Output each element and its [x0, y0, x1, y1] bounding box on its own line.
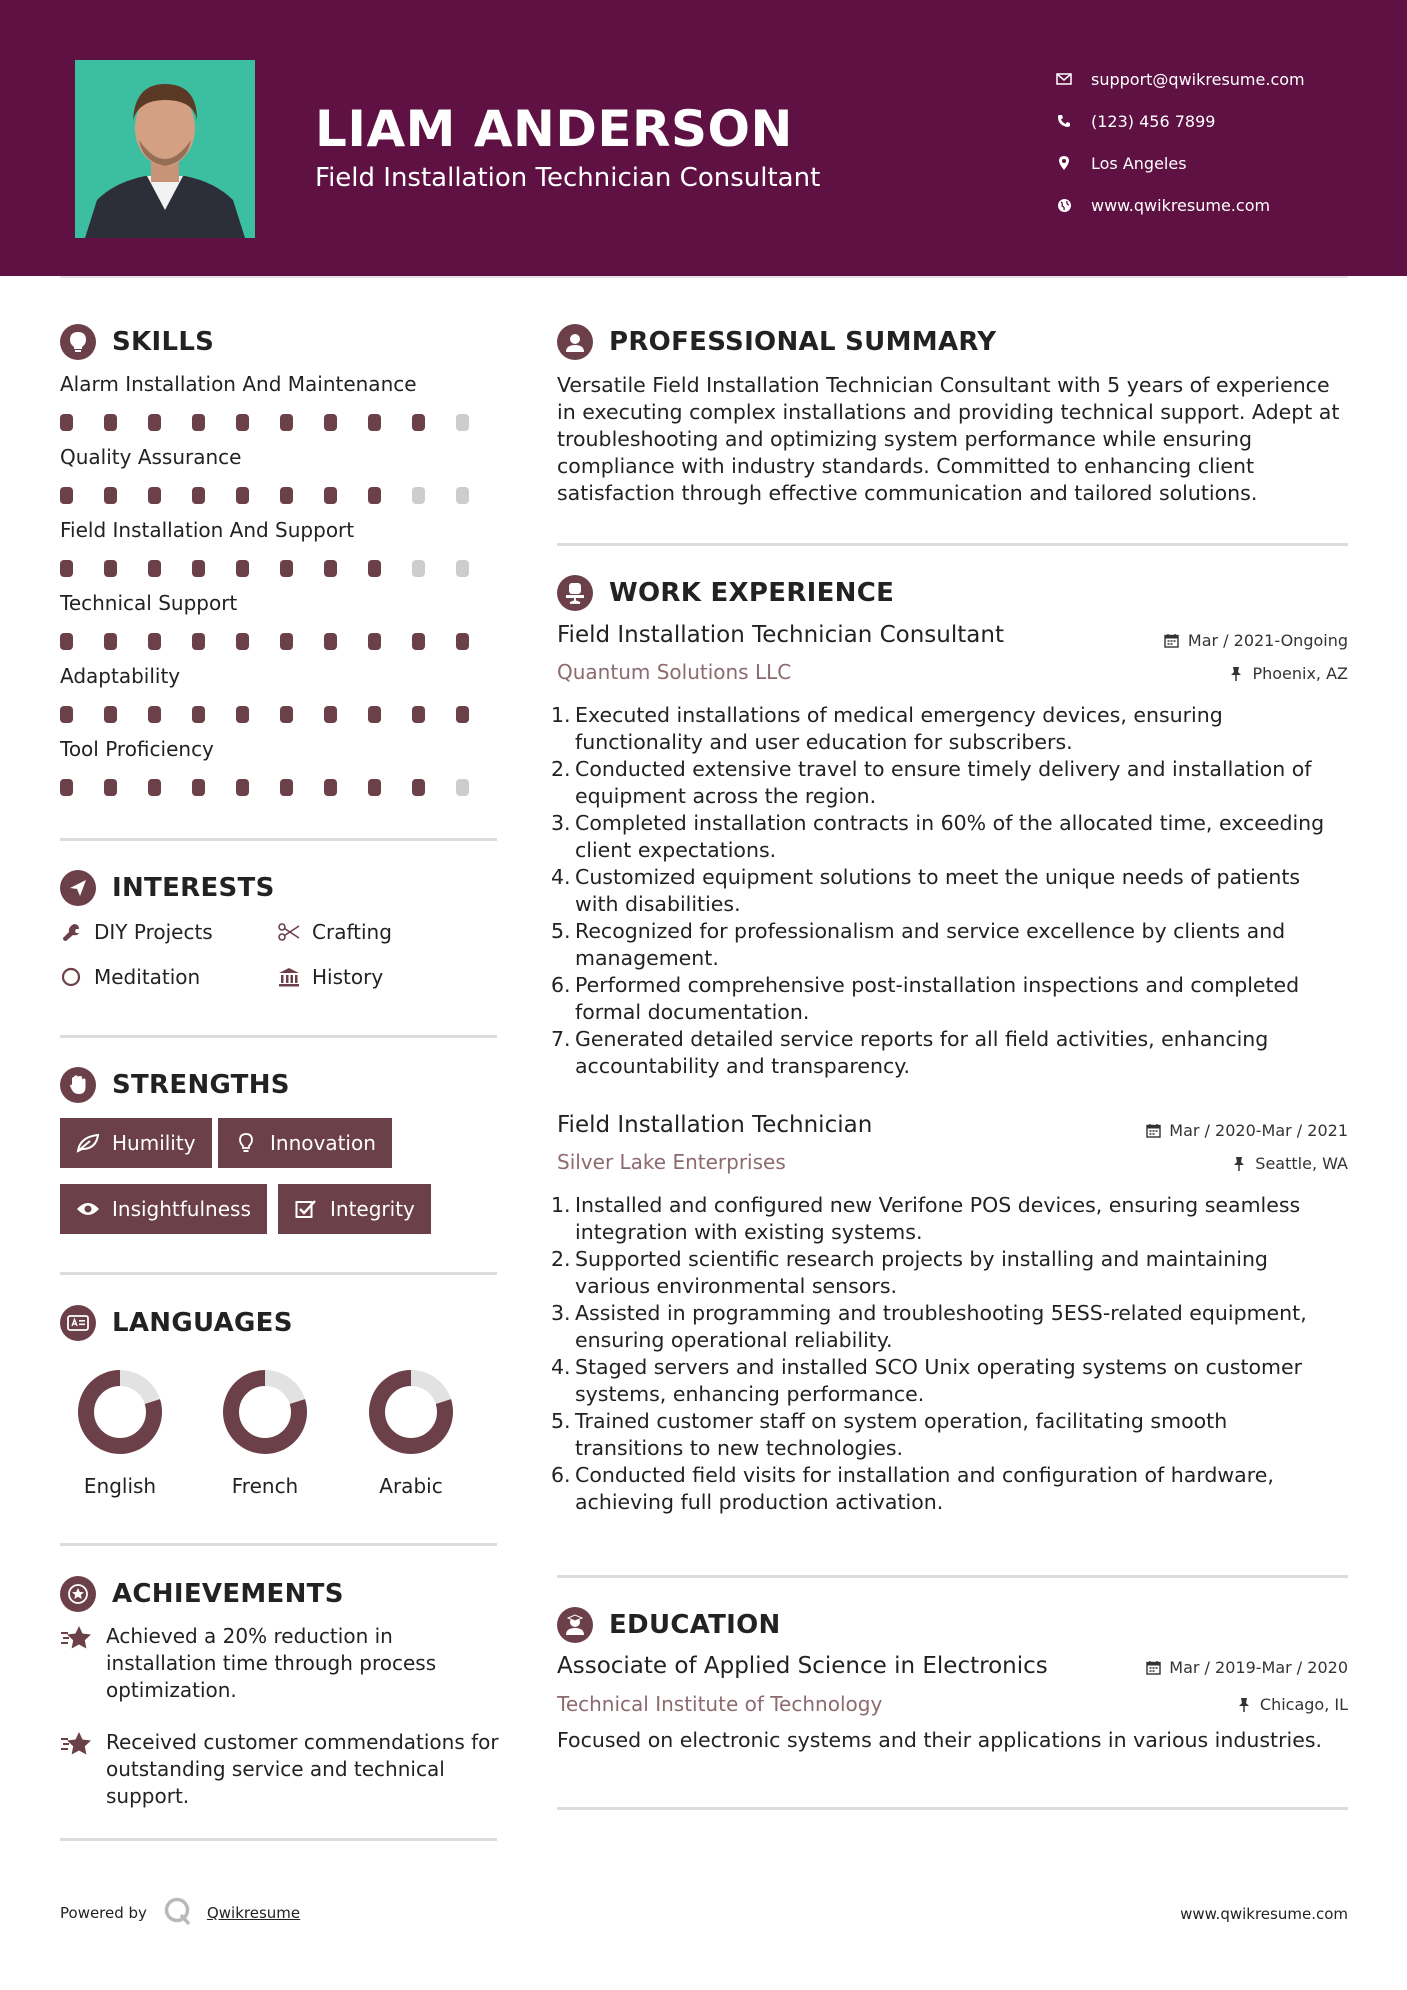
rating-dot-filled	[280, 487, 293, 504]
briefcase-chair-icon	[557, 575, 593, 611]
rating-dot-filled	[104, 779, 117, 796]
skill-item	[60, 737, 500, 796]
eye-icon	[76, 1198, 100, 1220]
rating-dot-filled	[368, 414, 381, 431]
rating-dot-empty	[456, 779, 469, 796]
star-badge-icon	[60, 1576, 96, 1612]
interest-item	[60, 965, 200, 989]
contact-email[interactable]	[1055, 58, 1305, 100]
bullet-item: 7. Generated detailed service reports for all field activities, enhancing accountability and transparency.	[551, 1027, 1269, 1078]
rating-dot-filled	[192, 560, 205, 577]
job-dates-text: Mar / 2020-Mar / 2021	[1169, 1121, 1348, 1140]
lightbulb-icon	[60, 324, 96, 360]
skill-item	[60, 664, 500, 723]
calendar-icon	[1145, 1123, 1161, 1139]
calendar-icon	[1164, 633, 1180, 649]
hand-icon	[60, 1067, 96, 1103]
rating-dot-filled	[280, 779, 293, 796]
bullet-item: 6. Performed comprehensive post-installation inspections and completed formal documentation.	[551, 973, 1300, 1024]
bullet-item: 4. Staged servers and installed SCO Unix operating systems on customer systems, enhancing performance.	[551, 1355, 1303, 1406]
phone-icon	[1055, 112, 1073, 130]
pushpin-icon	[1231, 1156, 1247, 1172]
skill-rating	[60, 487, 500, 504]
achievement-item	[60, 1729, 500, 1810]
rating-dot-filled	[236, 487, 249, 504]
star-icon	[60, 1731, 92, 1759]
bullet-item: 2. Supported scientific research projects by installing and maintaining various environmental sensors.	[551, 1247, 1268, 1298]
rating-dot-filled	[412, 633, 425, 650]
footer-powered-by	[60, 1896, 300, 1930]
section-divider	[60, 838, 497, 841]
rating-dot-filled	[192, 487, 205, 504]
job-dates	[1164, 631, 1348, 650]
paper-plane-icon	[60, 870, 96, 906]
experience-title: WORK EXPERIENCE	[609, 578, 895, 608]
rating-dot-empty	[456, 560, 469, 577]
job-location	[1228, 664, 1348, 683]
rating-dot-filled	[104, 560, 117, 577]
job-company: Silver Lake Enterprises	[557, 1150, 786, 1174]
rating-dot-filled	[236, 414, 249, 431]
job-dates-text: Mar / 2021-Ongoing	[1187, 631, 1348, 650]
contact-phone-text: (123) 456 7899	[1091, 111, 1216, 131]
job-location	[1231, 1154, 1348, 1173]
contact-email-text: support@qwikresume.com	[1091, 69, 1305, 89]
section-divider	[60, 1838, 497, 1841]
qwikresume-logo-icon	[163, 1896, 193, 1930]
job-company: Quantum Solutions LLC	[557, 660, 792, 684]
education-title: EDUCATION	[609, 1610, 781, 1640]
rating-dot-filled	[456, 633, 469, 650]
rating-dot-filled	[236, 633, 249, 650]
rating-dot-filled	[60, 633, 73, 650]
rating-dot-filled	[192, 779, 205, 796]
languages-heading	[60, 1305, 293, 1341]
rating-dot-filled	[324, 487, 337, 504]
footer-website[interactable]: www.qwikresume.com	[1180, 1905, 1348, 1923]
rating-dot-filled	[60, 414, 73, 431]
bullet-item: 5. Recognized for professionalism and service excellence by clients and management.	[551, 919, 1286, 970]
strength-label: Innovation	[270, 1131, 376, 1155]
strength-tag	[60, 1118, 212, 1168]
interest-label: History	[312, 965, 384, 989]
education-description: Focused on electronic systems and their applications in various industries.	[557, 1728, 1323, 1752]
bullet-item: 1. Executed installations of medical emergency devices, ensuring functionality and user education for subscribers.	[551, 703, 1223, 754]
degree-title: Associate of Applied Science in Electronics	[557, 1653, 1048, 1679]
job-bullets	[551, 702, 1341, 1080]
strength-label: Insightfulness	[112, 1197, 251, 1221]
skill-name: Field Installation And Support	[60, 518, 355, 542]
language-ring	[221, 1368, 309, 1456]
strengths-heading	[60, 1067, 290, 1103]
skill-name: Tool Proficiency	[60, 737, 214, 761]
rating-dot-filled	[192, 414, 205, 431]
language-name: Arabic	[379, 1474, 443, 1498]
summary-title: PROFESSIONAL SUMMARY	[609, 327, 997, 357]
bullet-item: 4. Customized equipment solutions to meet the unique needs of patients with disabilities.	[551, 865, 1301, 916]
globe-icon	[1055, 196, 1073, 214]
contact-list	[1055, 58, 1305, 226]
rating-dot-filled	[324, 779, 337, 796]
rating-dot-filled	[60, 487, 73, 504]
rating-dot-filled	[324, 633, 337, 650]
bullet-item: 6. Conducted field visits for installation and configuration of hardware, achieving full production activation.	[551, 1463, 1274, 1514]
languages-title: LANGUAGES	[112, 1308, 293, 1338]
summary-heading	[557, 324, 996, 360]
rating-dot-filled	[236, 706, 249, 723]
bank-icon	[278, 966, 300, 988]
rating-dot-filled	[104, 633, 117, 650]
interest-label: Crafting	[312, 920, 392, 944]
interest-item	[278, 920, 392, 944]
envelope-icon	[1055, 70, 1073, 88]
interest-item	[278, 965, 383, 989]
section-divider	[60, 1272, 497, 1275]
interest-label: DIY Projects	[94, 920, 213, 944]
rating-dot-filled	[280, 706, 293, 723]
contact-location-text: Los Angeles	[1091, 153, 1187, 173]
rating-dot-filled	[148, 706, 161, 723]
experience-heading	[557, 575, 894, 611]
rating-dot-filled	[148, 414, 161, 431]
interests-title: INTERESTS	[112, 873, 275, 903]
profile-photo	[75, 60, 255, 238]
contact-phone[interactable]	[1055, 100, 1305, 142]
language-ring	[76, 1368, 164, 1456]
rating-dot-filled	[368, 779, 381, 796]
job-dates	[1145, 1121, 1348, 1140]
rating-dot-filled	[104, 706, 117, 723]
graduate-icon	[557, 1607, 593, 1643]
rating-dot-empty	[456, 414, 469, 431]
rating-dot-filled	[60, 779, 73, 796]
brand-link[interactable]: Qwikresume	[206, 1904, 301, 1922]
job-title: Field Installation Technician	[557, 1112, 873, 1138]
candidate-name: LIAM ANDERSON	[315, 100, 793, 158]
summary-text: Versatile Field Installation Technician Consultant with 5 years of experience in executing complex installations and providing technical support. Adept at troubleshooting and optimizing system performance while ensuring compliance with industry standards. Committed to enhancing client satisfaction through effective communication and tailored solutions.	[557, 373, 1340, 505]
skill-name: Technical Support	[60, 591, 238, 615]
pushpin-icon	[1236, 1697, 1252, 1713]
strength-label: Humility	[112, 1131, 196, 1155]
job-location-text: Seattle, WA	[1255, 1154, 1348, 1173]
rating-dot-filled	[412, 706, 425, 723]
skill-rating	[60, 706, 500, 723]
language-name: French	[231, 1474, 299, 1498]
resume-header	[0, 0, 1407, 276]
skill-name: Alarm Installation And Maintenance	[60, 372, 417, 396]
section-divider	[60, 1543, 497, 1546]
rating-dot-filled	[456, 706, 469, 723]
rating-dot-filled	[368, 633, 381, 650]
rating-dot-filled	[236, 779, 249, 796]
powered-by-text: Powered by	[60, 1904, 147, 1922]
contact-website[interactable]	[1055, 184, 1305, 226]
rating-dot-filled	[368, 706, 381, 723]
rating-dot-filled	[368, 487, 381, 504]
achievement-text: Received customer commendations for outstanding service and technical support.	[106, 1730, 499, 1808]
circle-icon	[60, 966, 82, 988]
language-icon	[60, 1305, 96, 1341]
rating-dot-filled	[368, 560, 381, 577]
header-divider	[60, 276, 1348, 278]
education-dates	[1145, 1658, 1348, 1677]
candidate-title: Field Installation Technician Consultant	[315, 163, 821, 193]
rating-dot-empty	[412, 560, 425, 577]
user-icon	[557, 324, 593, 360]
skills-heading	[60, 324, 214, 360]
job-bullets	[551, 1192, 1341, 1516]
bullet-item: 1. Installed and configured new Verifone POS devices, ensuring seamless integration with existing systems.	[551, 1193, 1301, 1244]
rating-dot-filled	[236, 560, 249, 577]
job-title: Field Installation Technician Consultant	[557, 622, 1004, 648]
wrench-icon	[60, 921, 82, 943]
leaf-icon	[76, 1132, 100, 1154]
strength-tag	[60, 1184, 267, 1234]
language-name: English	[83, 1474, 157, 1498]
interest-item	[60, 920, 213, 944]
check-square-icon	[294, 1198, 318, 1220]
rating-dot-filled	[148, 779, 161, 796]
bullet-item: 3. Assisted in programming and troubleshooting 5ESS-related equipment, ensuring operational reliability.	[551, 1301, 1307, 1352]
language-item	[60, 1368, 180, 1498]
interests-heading	[60, 870, 275, 906]
strengths-title: STRENGTHS	[112, 1070, 290, 1100]
rating-dot-empty	[412, 487, 425, 504]
job-location-text: Phoenix, AZ	[1252, 664, 1348, 683]
skill-item	[60, 372, 500, 431]
scissors-icon	[278, 921, 300, 943]
contact-location	[1055, 142, 1305, 184]
rating-dot-filled	[280, 560, 293, 577]
bullet-item: 3. Completed installation contracts in 60% of the allocated time, exceeding client expectations.	[551, 811, 1325, 862]
rating-dot-filled	[192, 706, 205, 723]
rating-dot-filled	[192, 633, 205, 650]
achievement-item	[60, 1623, 500, 1704]
rating-dot-filled	[60, 706, 73, 723]
interest-label: Meditation	[94, 965, 201, 989]
rating-dot-filled	[324, 706, 337, 723]
rating-dot-filled	[280, 414, 293, 431]
education-heading	[557, 1607, 781, 1643]
skill-item	[60, 591, 500, 650]
bullet-item: 5. Trained customer staff on system operation, facilitating smooth transitions to new technologies.	[551, 1409, 1228, 1460]
star-icon	[60, 1625, 92, 1653]
rating-dot-filled	[148, 560, 161, 577]
skill-rating	[60, 779, 500, 796]
rating-dot-filled	[412, 779, 425, 796]
education-location	[1236, 1695, 1348, 1714]
rating-dot-filled	[324, 414, 337, 431]
language-ring	[367, 1368, 455, 1456]
section-divider	[557, 1575, 1348, 1578]
bullet-item: 2. Conducted extensive travel to ensure timely delivery and installation of equipment across the region.	[551, 757, 1312, 808]
school-name: Technical Institute of Technology	[557, 1692, 883, 1716]
section-divider	[60, 1035, 497, 1038]
pushpin-icon	[1228, 666, 1244, 682]
skill-item	[60, 445, 500, 504]
strength-tag	[278, 1184, 431, 1234]
section-divider	[557, 1807, 1348, 1810]
rating-dot-filled	[104, 414, 117, 431]
language-item	[351, 1368, 471, 1498]
rating-dot-filled	[324, 560, 337, 577]
rating-dot-filled	[148, 633, 161, 650]
strength-tag	[218, 1118, 392, 1168]
skill-rating	[60, 414, 500, 431]
rating-dot-filled	[412, 414, 425, 431]
skill-item	[60, 518, 500, 577]
contact-website-text: www.qwikresume.com	[1091, 195, 1271, 215]
rating-dot-filled	[60, 560, 73, 577]
achievements-heading	[60, 1576, 344, 1612]
strength-label: Integrity	[330, 1197, 415, 1221]
achievements-title: ACHIEVEMENTS	[112, 1579, 344, 1609]
skills-title: SKILLS	[112, 327, 215, 357]
section-divider	[557, 543, 1348, 546]
lightbulb-icon	[234, 1132, 258, 1154]
calendar-icon	[1145, 1660, 1161, 1676]
language-item	[205, 1368, 325, 1498]
education-location-text: Chicago, IL	[1259, 1695, 1348, 1714]
skill-rating	[60, 560, 500, 577]
rating-dot-empty	[456, 487, 469, 504]
rating-dot-filled	[148, 487, 161, 504]
rating-dot-filled	[280, 633, 293, 650]
skill-name: Quality Assurance	[60, 445, 242, 469]
achievement-text: Achieved a 20% reduction in installation time through process optimization.	[106, 1624, 437, 1702]
skill-name: Adaptability	[60, 664, 181, 688]
map-pin-icon	[1055, 154, 1073, 172]
skill-rating	[60, 633, 500, 650]
rating-dot-filled	[104, 487, 117, 504]
education-dates-text: Mar / 2019-Mar / 2020	[1169, 1658, 1348, 1677]
